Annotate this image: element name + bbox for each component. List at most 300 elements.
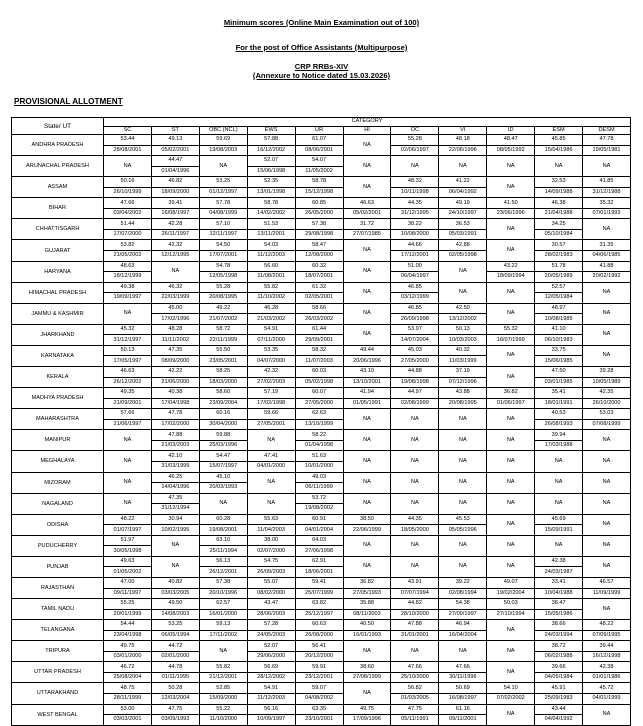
date-cell: 12/03/2004 bbox=[151, 693, 199, 704]
score-cell: 47.66 bbox=[104, 198, 152, 209]
date-cell: 20/06/1996 bbox=[343, 356, 391, 367]
table-row-dates bbox=[12, 356, 631, 367]
na-cell: NA bbox=[247, 472, 295, 493]
date-cell: 02/08/1994 bbox=[439, 588, 487, 599]
score-cell: 61.44 bbox=[295, 324, 343, 335]
score-cell: 56.60 bbox=[247, 261, 295, 272]
na-cell: NA bbox=[439, 556, 487, 577]
score-cell: 58.66 bbox=[295, 303, 343, 314]
date-cell: 11/12/2003 bbox=[247, 693, 295, 704]
score-cell: 48.63 bbox=[104, 261, 152, 272]
score-cell: 44.78 bbox=[151, 662, 199, 673]
date-cell: 17/02/1998 bbox=[247, 398, 295, 409]
date-cell: 07/01/1993 bbox=[583, 208, 631, 219]
score-cell: 47.78 bbox=[583, 135, 631, 146]
date-cell: 23/05/2001 bbox=[199, 356, 247, 367]
score-cell: 48.18 bbox=[439, 135, 487, 146]
table-row bbox=[12, 599, 631, 610]
state-name: BIHAR bbox=[12, 198, 104, 219]
state-name: ODISHA bbox=[12, 514, 104, 535]
date-cell: 09/11/2001 bbox=[439, 715, 487, 726]
date-cell: 01/03/2005 bbox=[391, 693, 439, 704]
date-cell: 22/06/1999 bbox=[343, 525, 391, 536]
date-cell: 12/05/1998 bbox=[199, 272, 247, 283]
date-cell: 15/07/1997 bbox=[199, 461, 247, 472]
na-cell: NA bbox=[583, 219, 631, 240]
date-cell: 19/08/2002 bbox=[295, 504, 343, 515]
date-cell: 04/01/2004 bbox=[295, 525, 343, 536]
state-name: UTTARAKHAND bbox=[12, 683, 104, 704]
table-row bbox=[12, 556, 631, 567]
na-cell: NA bbox=[487, 535, 535, 556]
table-row bbox=[12, 472, 631, 483]
score-cell: 54.44 bbox=[104, 620, 152, 631]
date-cell: 16/08/1997 bbox=[151, 208, 199, 219]
score-cell: 53.35 bbox=[247, 345, 295, 356]
date-cell: 19/09/1997 bbox=[104, 293, 152, 304]
column-header-st: ST bbox=[151, 126, 199, 135]
score-cell: 33.41 bbox=[535, 577, 583, 588]
table-row bbox=[12, 177, 631, 188]
score-cell: 42.38 bbox=[535, 556, 583, 567]
na-cell: NA bbox=[535, 451, 583, 472]
state-name: JHARKHAND bbox=[12, 324, 104, 345]
score-cell: 47.66 bbox=[391, 662, 439, 673]
score-cell: 41.10 bbox=[535, 324, 583, 335]
date-cell: 31/12/1997 bbox=[104, 335, 152, 346]
state-name: PUDUCHERRY bbox=[12, 535, 104, 556]
score-cell: 52.57 bbox=[535, 282, 583, 293]
date-cell: 20/01/1999 bbox=[104, 609, 152, 620]
date-cell: 27/05/2000 bbox=[295, 398, 343, 409]
score-cell: 60.28 bbox=[199, 514, 247, 525]
score-cell: 42.32 bbox=[247, 367, 295, 378]
score-cell: 55.82 bbox=[247, 282, 295, 293]
score-cell: 43.88 bbox=[439, 388, 487, 399]
score-cell: 60.07 bbox=[295, 388, 343, 399]
score-cell: 46.85 bbox=[391, 303, 439, 314]
score-cell: 44.47 bbox=[151, 156, 199, 167]
title-crp: CRP RRBs-XIV bbox=[294, 62, 349, 71]
date-cell: 06/11/1999 bbox=[295, 483, 343, 494]
table-row-dates bbox=[12, 419, 631, 430]
scores-table bbox=[11, 117, 631, 726]
score-cell: 54.78 bbox=[199, 261, 247, 272]
score-cell: 61.32 bbox=[295, 282, 343, 293]
na-cell: NA bbox=[487, 514, 535, 535]
date-cell: 28/10/2000 bbox=[391, 609, 439, 620]
date-cell: 14/04/1996 bbox=[151, 483, 199, 494]
score-cell: 60.32 bbox=[295, 261, 343, 272]
na-cell: NA bbox=[343, 535, 391, 556]
na-cell: NA bbox=[439, 261, 487, 282]
date-cell: 05/11/1991 bbox=[391, 715, 439, 726]
date-cell: 21/06/2000 bbox=[151, 377, 199, 388]
na-cell: NA bbox=[391, 493, 439, 514]
date-cell: 10/11/1998 bbox=[391, 187, 439, 198]
score-cell: 43.22 bbox=[487, 261, 535, 272]
score-cell: 47.88 bbox=[391, 620, 439, 631]
na-cell: NA bbox=[343, 430, 391, 451]
date-cell: 21/03/2002 bbox=[247, 314, 295, 325]
date-cell: 14/08/2003 bbox=[151, 609, 199, 620]
table-row-dates bbox=[12, 229, 631, 240]
date-cell: 29/09/2001 bbox=[295, 335, 343, 346]
score-cell: 50.16 bbox=[104, 177, 152, 188]
score-cell: 49.19 bbox=[439, 198, 487, 209]
score-cell: 47.75 bbox=[391, 704, 439, 715]
score-cell: 56.82 bbox=[391, 683, 439, 694]
table-row-dates bbox=[12, 251, 631, 262]
date-cell: 07/12/1996 bbox=[439, 377, 487, 388]
date-cell: 01/05/2002 bbox=[104, 567, 152, 578]
date-cell: 03/04/2002 bbox=[104, 208, 152, 219]
state-name: MIZORAM bbox=[12, 472, 104, 493]
date-cell: 05/03/1991 bbox=[439, 229, 487, 240]
date-cell: 27/09/1997 bbox=[439, 609, 487, 620]
date-cell: 05/10/1984 bbox=[535, 229, 583, 240]
date-cell: 04/01/1999 bbox=[583, 693, 631, 704]
date-cell: 03/01/2000 bbox=[104, 651, 152, 662]
table-row-dates bbox=[12, 651, 631, 662]
date-cell: 11/07/2003 bbox=[295, 356, 343, 367]
date-cell: 10/03/2003 bbox=[439, 335, 487, 346]
state-name: JAMMU & KASHMIR bbox=[12, 303, 104, 324]
score-cell: 46.25 bbox=[151, 472, 199, 483]
date-cell: 06/02/1988 bbox=[535, 651, 583, 662]
date-cell: 07/02/2002 bbox=[487, 693, 535, 704]
na-cell: NA bbox=[583, 156, 631, 177]
score-cell: 42.88 bbox=[439, 240, 487, 251]
na-cell: NA bbox=[487, 472, 535, 493]
na-cell: NA bbox=[343, 240, 391, 261]
date-cell: 07/11/2000 bbox=[247, 335, 295, 346]
table-row bbox=[12, 451, 631, 462]
date-cell: 12/12/1995 bbox=[151, 251, 199, 262]
score-cell: 37.19 bbox=[439, 367, 487, 378]
date-cell: 02/01/2000 bbox=[151, 651, 199, 662]
score-cell: 49.13 bbox=[151, 135, 199, 146]
na-cell: NA bbox=[583, 324, 631, 345]
score-cell: 35.32 bbox=[583, 198, 631, 209]
date-cell: 31/12/1995 bbox=[391, 208, 439, 219]
date-cell: 03/01/1985 bbox=[535, 377, 583, 388]
date-cell: 30/11/1996 bbox=[439, 672, 487, 683]
date-cell: 23/06/1996 bbox=[487, 208, 535, 219]
score-cell: 34.25 bbox=[535, 219, 583, 230]
state-name: RAJASTHAN bbox=[12, 577, 104, 598]
na-cell: NA bbox=[439, 472, 487, 493]
table-row-dates bbox=[12, 672, 631, 683]
date-cell: 16/12/1998 bbox=[583, 651, 631, 662]
date-cell: 15/06/1985 bbox=[535, 356, 583, 367]
na-cell: NA bbox=[487, 662, 535, 683]
na-cell: NA bbox=[487, 430, 535, 451]
na-cell: NA bbox=[104, 493, 152, 514]
date-cell: 02/05/2001 bbox=[295, 293, 343, 304]
date-cell: 17/04/1998 bbox=[151, 398, 199, 409]
score-cell: 56.69 bbox=[247, 662, 295, 673]
score-cell: 53.97 bbox=[391, 324, 439, 335]
score-cell: 59.07 bbox=[295, 683, 343, 694]
date-cell: 06/04/1997 bbox=[391, 272, 439, 283]
column-header-sc: SC bbox=[104, 126, 152, 135]
date-cell: 10/05/1989 bbox=[583, 377, 631, 388]
state-name: CHHATTISGARH bbox=[12, 219, 104, 240]
date-cell: 16/08/1997 bbox=[439, 693, 487, 704]
state-name: TRIPURA bbox=[12, 641, 104, 662]
score-cell: 58.60 bbox=[199, 388, 247, 399]
score-cell: 38.22 bbox=[391, 219, 439, 230]
score-cell: 39.28 bbox=[583, 367, 631, 378]
score-cell: 55.50 bbox=[199, 345, 247, 356]
score-cell: 42.22 bbox=[151, 367, 199, 378]
na-cell: NA bbox=[487, 345, 535, 366]
column-header-id: ID bbox=[487, 126, 535, 135]
date-cell: 24/05/2003 bbox=[247, 630, 295, 641]
score-cell: 45.91 bbox=[535, 683, 583, 694]
score-cell: 60.03 bbox=[295, 367, 343, 378]
date-cell: 31/01/2001 bbox=[391, 630, 439, 641]
na-cell: NA bbox=[487, 409, 535, 430]
na-cell: NA bbox=[583, 493, 631, 514]
date-cell: 01/04/1996 bbox=[151, 166, 199, 177]
table-row bbox=[12, 240, 631, 251]
table-row-dates bbox=[12, 398, 631, 409]
score-cell: 52.35 bbox=[247, 177, 295, 188]
date-cell: 18/01/1991 bbox=[535, 398, 583, 409]
score-cell: 30.94 bbox=[151, 514, 199, 525]
date-cell: 04/05/1984 bbox=[535, 672, 583, 683]
date-cell: 18/09/1994 bbox=[487, 272, 535, 283]
date-cell: 01/04/1998 bbox=[295, 440, 343, 451]
score-cell: 63.82 bbox=[295, 599, 343, 610]
date-cell: 17/12/2001 bbox=[391, 251, 439, 262]
table-row bbox=[12, 388, 631, 399]
score-cell: 57.38 bbox=[199, 577, 247, 588]
table-row bbox=[12, 345, 631, 356]
score-cell: 45.32 bbox=[104, 324, 152, 335]
date-cell: 15/09/2000 bbox=[199, 693, 247, 704]
score-cell: 47.50 bbox=[535, 367, 583, 378]
date-cell: 14/02/2002 bbox=[247, 208, 295, 219]
date-cell: 27/07/1985 bbox=[343, 229, 391, 240]
date-cell: 17/07/2001 bbox=[199, 251, 247, 262]
date-cell: 29/08/1998 bbox=[295, 229, 343, 240]
na-cell: NA bbox=[583, 514, 631, 535]
score-cell: 61.16 bbox=[439, 704, 487, 715]
state-name: TAMIL NADU bbox=[12, 599, 104, 620]
score-cell: 41.88 bbox=[583, 261, 631, 272]
date-cell: 11/05/2002 bbox=[295, 166, 343, 177]
date-cell: 21/07/2002 bbox=[199, 314, 247, 325]
na-cell: NA bbox=[343, 451, 391, 472]
date-cell: 12/08/2000 bbox=[295, 251, 343, 262]
score-cell: 54.91 bbox=[247, 683, 295, 694]
table-row bbox=[12, 514, 631, 525]
date-cell: 26/10/2000 bbox=[583, 398, 631, 409]
score-cell: 57.10 bbox=[199, 219, 247, 230]
state-name: MANIPUR bbox=[12, 430, 104, 451]
title-minimum-scores: Minimum scores (Online Main Examination out of 100) bbox=[223, 18, 420, 27]
date-cell: 10/01/2000 bbox=[295, 461, 343, 472]
date-cell: 21/05/2002 bbox=[104, 251, 152, 262]
score-cell: 47.78 bbox=[151, 409, 199, 420]
date-cell: 02/08/1999 bbox=[391, 398, 439, 409]
table-row-dates bbox=[12, 293, 631, 304]
date-cell: 15/09/1991 bbox=[535, 525, 583, 536]
table-row bbox=[12, 324, 631, 335]
date-cell: 05/02/1998 bbox=[295, 377, 343, 388]
score-cell: 49.75 bbox=[343, 704, 391, 715]
state-name: NAGALAND bbox=[12, 493, 104, 514]
score-cell: 54.03 bbox=[247, 240, 295, 251]
score-cell: 60.85 bbox=[295, 198, 343, 209]
date-cell: 20/03/1993 bbox=[199, 483, 247, 494]
na-cell: NA bbox=[487, 156, 535, 177]
score-cell: 46.63 bbox=[343, 198, 391, 209]
score-cell: 45.03 bbox=[391, 345, 439, 356]
score-cell: 39.66 bbox=[535, 662, 583, 673]
date-cell: 04/08/2002 bbox=[295, 693, 343, 704]
score-cell: 47.66 bbox=[439, 662, 487, 673]
date-cell: 21/06/1997 bbox=[104, 419, 152, 430]
date-cell: 06/10/1983 bbox=[535, 335, 583, 346]
date-cell: 04/04/1992 bbox=[535, 715, 583, 726]
score-cell: 47.41 bbox=[247, 451, 295, 462]
date-cell: 11/10/2000 bbox=[199, 715, 247, 726]
state-name: HARYANA bbox=[12, 261, 104, 282]
date-cell: 21/09/2001 bbox=[104, 398, 152, 409]
date-cell: 16/01/1993 bbox=[343, 630, 391, 641]
score-cell: 44.82 bbox=[391, 599, 439, 610]
na-cell: NA bbox=[583, 704, 631, 725]
score-cell: 38.72 bbox=[535, 641, 583, 652]
date-cell: 22/06/1996 bbox=[439, 145, 487, 156]
date-cell: 13/10/1999 bbox=[295, 419, 343, 430]
score-cell: 61.07 bbox=[295, 135, 343, 146]
date-cell: 26/08/2000 bbox=[295, 630, 343, 641]
date-cell: 02/05/1998 bbox=[439, 251, 487, 262]
score-cell: 46.38 bbox=[535, 198, 583, 209]
score-cell: 57.66 bbox=[104, 409, 152, 420]
date-cell: 24/03/1987 bbox=[535, 567, 583, 578]
date-cell: 17/03/1988 bbox=[535, 440, 583, 451]
score-cell: 49.03 bbox=[295, 472, 343, 483]
table-row-dates bbox=[12, 145, 631, 156]
date-cell: 07/08/1999 bbox=[583, 419, 631, 430]
score-cell: 57.38 bbox=[295, 219, 343, 230]
date-cell: 06/04/1992 bbox=[439, 187, 487, 198]
date-cell: 26/12/2001 bbox=[199, 567, 247, 578]
date-cell: 21/12/2001 bbox=[199, 672, 247, 683]
na-cell: NA bbox=[583, 535, 631, 556]
na-cell: NA bbox=[439, 156, 487, 177]
na-cell: NA bbox=[583, 430, 631, 451]
score-cell: 54.50 bbox=[199, 240, 247, 251]
score-cell: 36.82 bbox=[487, 388, 535, 399]
date-cell: 15/12/1998 bbox=[295, 187, 343, 198]
score-cell: 54.47 bbox=[199, 451, 247, 462]
na-cell: NA bbox=[583, 345, 631, 366]
date-cell: 26/09/2003 bbox=[247, 567, 295, 578]
na-cell: NA bbox=[487, 641, 535, 662]
date-cell: 11/12/2003 bbox=[247, 251, 295, 262]
score-cell: 64.03 bbox=[295, 535, 343, 546]
score-cell: 50.69 bbox=[439, 683, 487, 694]
na-cell: NA bbox=[343, 324, 391, 345]
score-cell: 43.47 bbox=[247, 599, 295, 610]
score-cell: 55.63 bbox=[247, 514, 295, 525]
score-cell: 40.50 bbox=[343, 620, 391, 631]
na-cell: NA bbox=[343, 472, 391, 493]
score-cell: 55.07 bbox=[247, 577, 295, 588]
date-cell: 31/12/1994 bbox=[151, 504, 199, 515]
na-cell: NA bbox=[487, 282, 535, 303]
date-cell: 17/02/1996 bbox=[151, 314, 199, 325]
na-cell: NA bbox=[535, 472, 583, 493]
score-cell: 38.50 bbox=[343, 514, 391, 525]
date-cell: 17/09/1996 bbox=[343, 715, 391, 726]
na-cell: NA bbox=[487, 177, 535, 198]
score-cell: 52.07 bbox=[247, 641, 295, 652]
table-row-dates bbox=[12, 609, 631, 620]
score-cell: 53.72 bbox=[295, 493, 343, 504]
date-cell: 17/11/2002 bbox=[199, 630, 247, 641]
date-cell: 12/11/1997 bbox=[199, 229, 247, 240]
table-row-dates bbox=[12, 272, 631, 283]
date-cell: 18/06/2001 bbox=[295, 567, 343, 578]
score-cell: 49.44 bbox=[343, 345, 391, 356]
table-row bbox=[12, 367, 631, 378]
na-cell: NA bbox=[439, 641, 487, 662]
title-annexure: (Annexure to Notice dated 15.03.2026) bbox=[252, 71, 391, 80]
date-cell: 08/05/1992 bbox=[487, 145, 535, 156]
na-cell: NA bbox=[439, 535, 487, 556]
na-cell: NA bbox=[391, 156, 439, 177]
score-cell: 57.88 bbox=[247, 135, 295, 146]
table-row bbox=[12, 620, 631, 631]
score-cell: 35.41 bbox=[535, 388, 583, 399]
date-cell: 25/11/1994 bbox=[199, 546, 247, 557]
score-cell: 45.85 bbox=[535, 135, 583, 146]
state-name: UTTAR PRADESH bbox=[12, 662, 104, 683]
table-row bbox=[12, 135, 631, 146]
table-row bbox=[12, 282, 631, 293]
score-cell: 38.66 bbox=[535, 620, 583, 631]
na-cell: NA bbox=[151, 261, 199, 282]
score-cell: 39.94 bbox=[535, 430, 583, 441]
score-cell: 48.75 bbox=[104, 683, 152, 694]
na-cell: NA bbox=[343, 493, 391, 514]
score-cell: 32.53 bbox=[535, 177, 583, 188]
score-cell: 59.66 bbox=[247, 409, 295, 420]
date-cell: 18/12/1999 bbox=[104, 272, 152, 283]
score-cell: 40.82 bbox=[151, 577, 199, 588]
na-cell: NA bbox=[487, 620, 535, 641]
na-cell: NA bbox=[583, 472, 631, 493]
score-cell: 45.69 bbox=[535, 514, 583, 525]
date-cell: 11/09/1999 bbox=[583, 588, 631, 599]
date-cell: 16/12/2002 bbox=[247, 145, 295, 156]
date-cell: 01/07/1997 bbox=[104, 525, 152, 536]
table-header-row bbox=[12, 118, 631, 127]
table-row-dates bbox=[12, 630, 631, 641]
date-cell: 19/08/2003 bbox=[199, 145, 247, 156]
date-cell: 10/02/1995 bbox=[151, 525, 199, 536]
score-cell: 30.57 bbox=[535, 240, 583, 251]
date-cell: 04/01/2000 bbox=[247, 461, 295, 472]
